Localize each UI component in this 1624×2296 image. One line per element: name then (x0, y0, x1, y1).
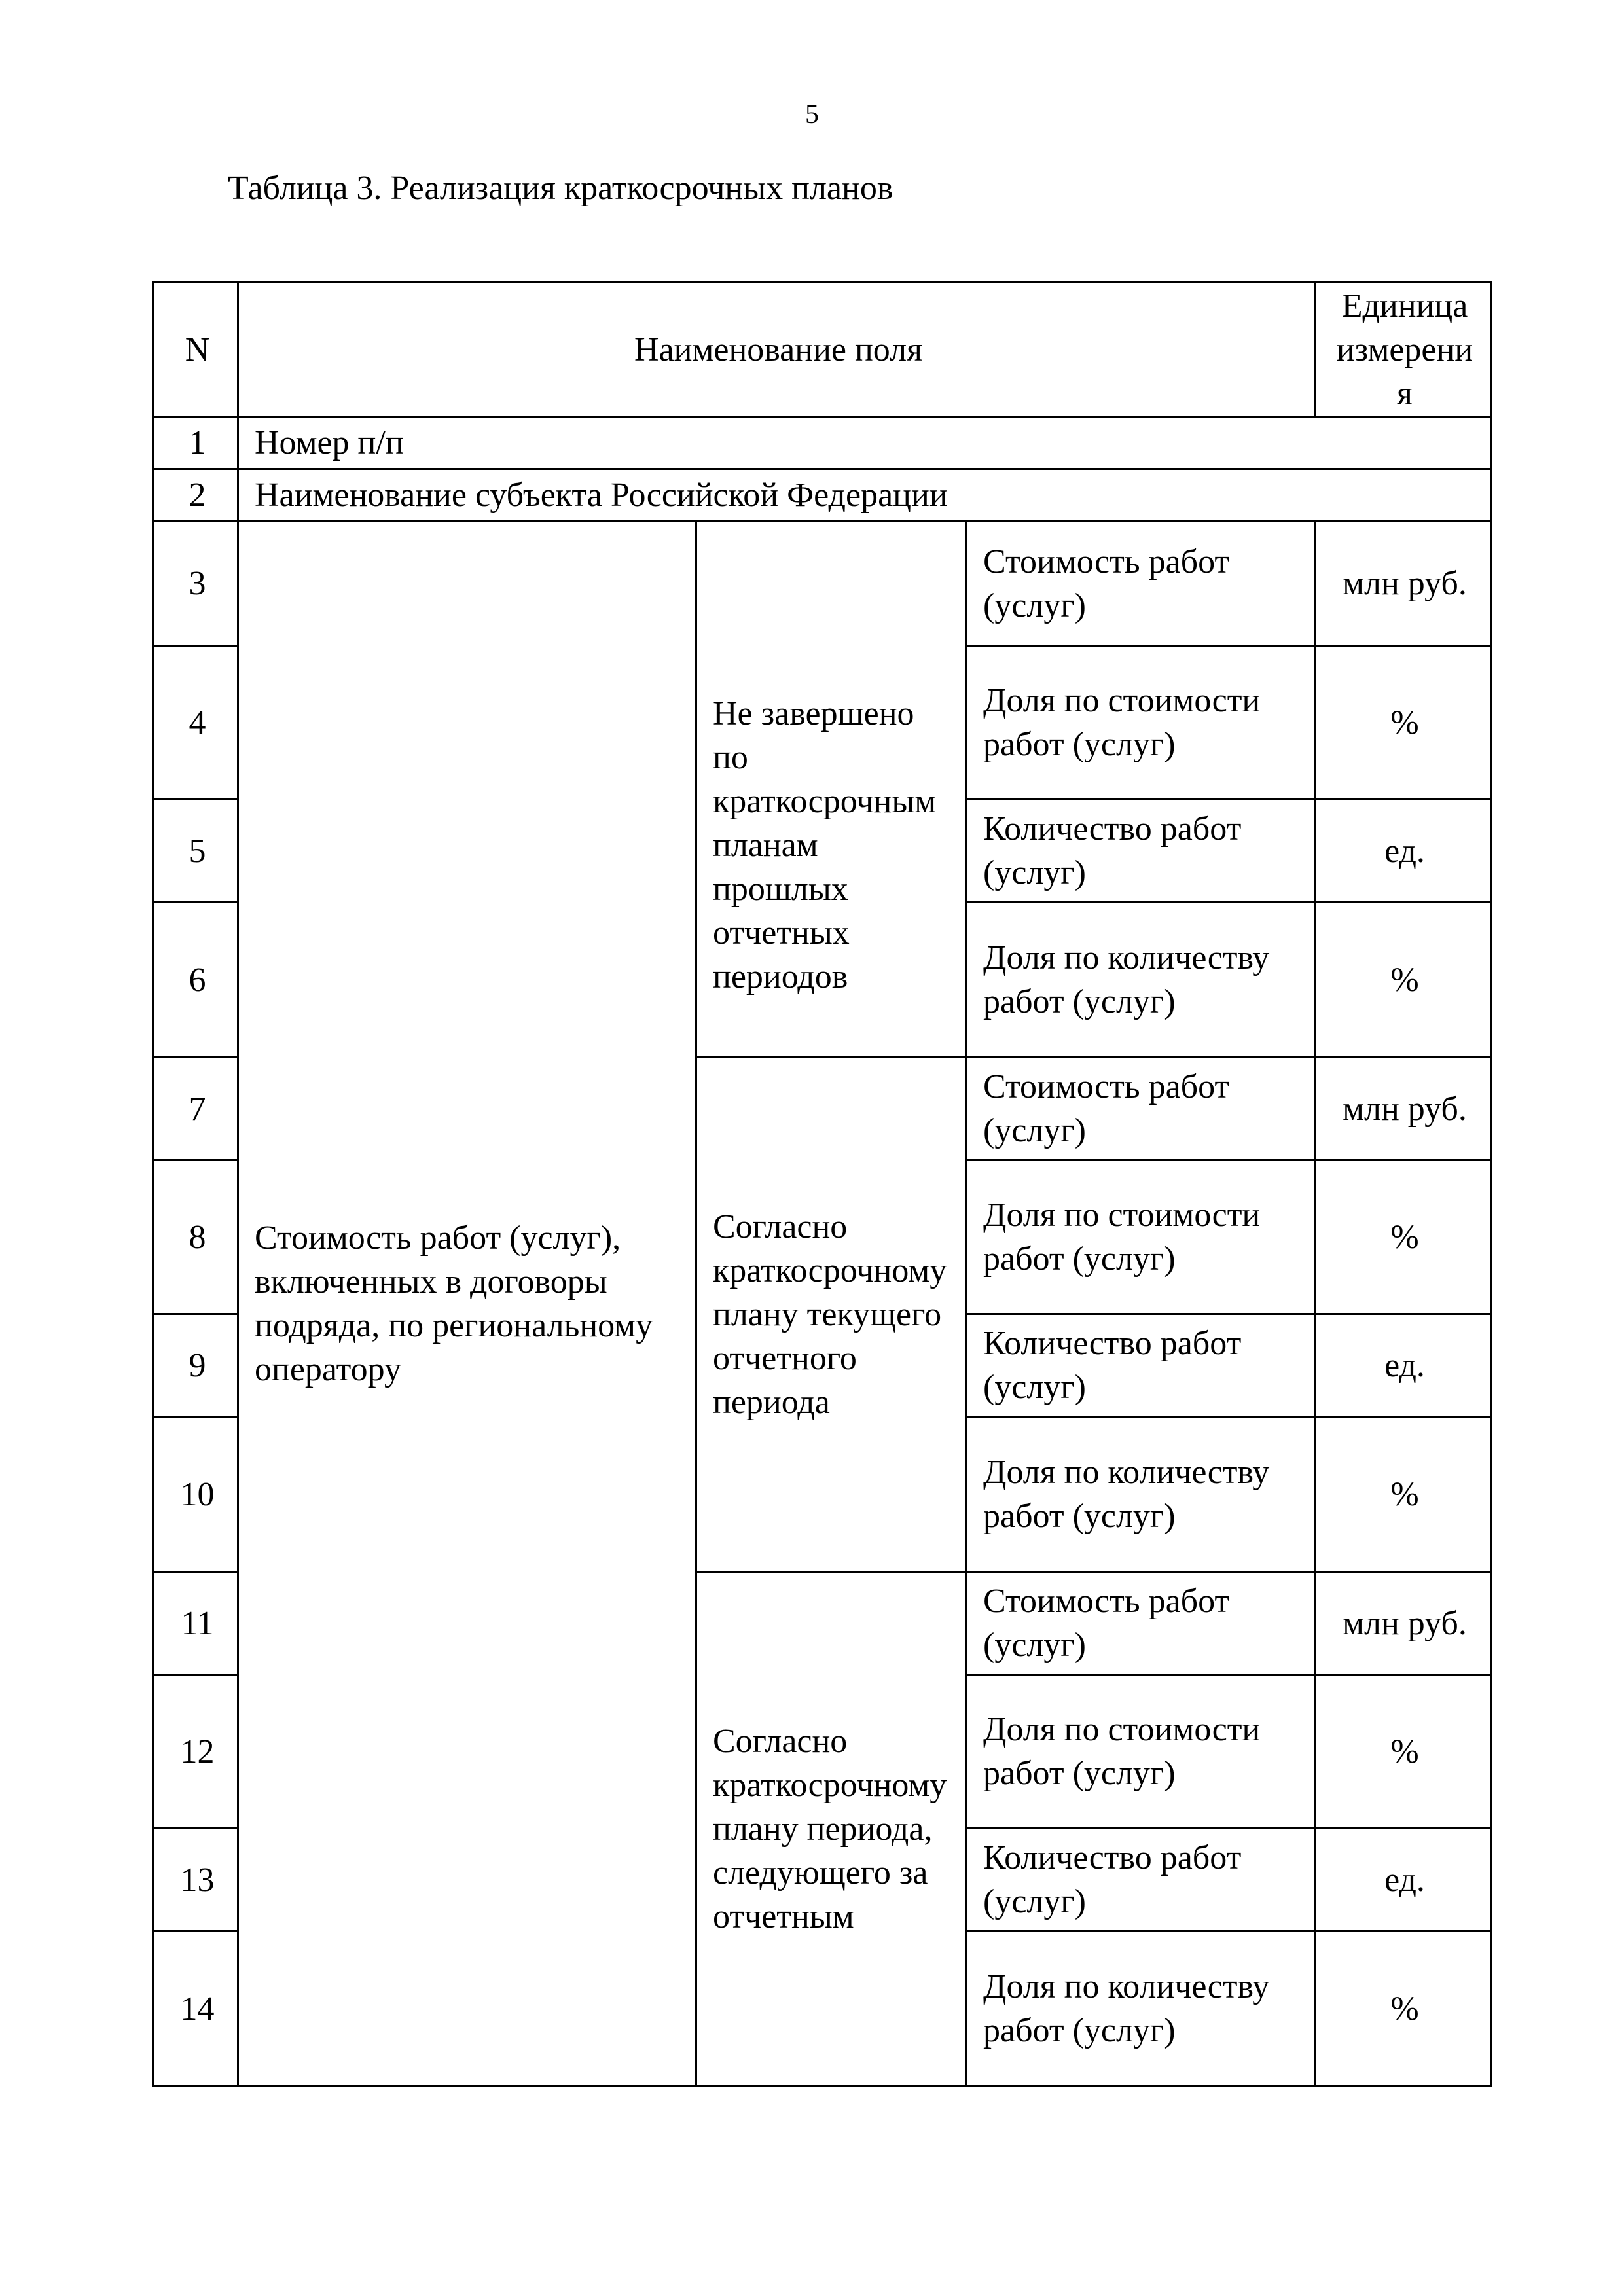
row-number: 3 (153, 522, 238, 646)
unit-cell: ед. (1315, 800, 1491, 903)
row-field-text: Номер п/п (238, 417, 1491, 469)
unit-cell: млн руб. (1315, 1058, 1491, 1160)
unit-cell: % (1315, 1675, 1491, 1829)
group-label: Не завершено по краткосрочным планам прошлых отчетных периодов (696, 522, 967, 1058)
row-number: 7 (153, 1058, 238, 1160)
unit-cell: % (1315, 903, 1491, 1058)
group-label: Согласно краткосрочному плану периода, следующего за отчетным (696, 1572, 967, 2087)
row-number: 1 (153, 417, 238, 469)
header-field-name: Наименование поля (238, 283, 1315, 417)
row-number: 4 (153, 646, 238, 800)
sub-field: Доля по количеству работ (услуг) (967, 1417, 1315, 1572)
unit-cell: % (1315, 1417, 1491, 1572)
unit-cell: млн руб. (1315, 1572, 1491, 1675)
unit-cell: ед. (1315, 1314, 1491, 1417)
row-field-text: Наименование субъекта Российской Федерации (238, 469, 1491, 522)
sub-field: Доля по количеству работ (услуг) (967, 1931, 1315, 2087)
sub-field: Доля по стоимости работ (услуг) (967, 1675, 1315, 1829)
row-number: 9 (153, 1314, 238, 1417)
sub-field: Доля по стоимости работ (услуг) (967, 646, 1315, 800)
unit-cell: ед. (1315, 1829, 1491, 1931)
sub-field: Доля по количеству работ (услуг) (967, 903, 1315, 1058)
unit-cell: % (1315, 646, 1491, 800)
sub-field: Стоимость работ (услуг) (967, 522, 1315, 646)
group-label: Согласно краткосрочному плану текущего отчетного периода (696, 1058, 967, 1572)
header-unit: Единица измерения (1315, 283, 1491, 417)
row-number: 12 (153, 1675, 238, 1829)
short-term-plans-table (152, 281, 1492, 2087)
unit-cell: млн руб. (1315, 522, 1491, 646)
page-number: 5 (805, 99, 819, 130)
sub-field: Стоимость работ (услуг) (967, 1572, 1315, 1675)
header-num: N (153, 283, 238, 417)
row-number: 5 (153, 800, 238, 903)
row-number: 11 (153, 1572, 238, 1675)
sub-field: Стоимость работ (услуг) (967, 1058, 1315, 1160)
table-row (153, 417, 1491, 469)
row-number: 10 (153, 1417, 238, 1572)
row-number: 13 (153, 1829, 238, 1931)
row-number: 6 (153, 903, 238, 1058)
row-number: 14 (153, 1931, 238, 2087)
unit-cell: % (1315, 1931, 1491, 2087)
sub-field: Доля по стоимости работ (услуг) (967, 1160, 1315, 1314)
row-number: 2 (153, 469, 238, 522)
sub-field: Количество работ (услуг) (967, 1829, 1315, 1931)
row-number: 8 (153, 1160, 238, 1314)
sub-field: Количество работ (услуг) (967, 800, 1315, 903)
table-row (153, 469, 1491, 522)
table-row (153, 522, 1491, 646)
sub-field: Количество работ (услуг) (967, 1314, 1315, 1417)
table-header-row (153, 283, 1491, 417)
main-field-label: Стоимость работ (услуг), включенных в договоры подряда, по региональному оператору (238, 522, 696, 2087)
table-caption: Таблица 3. Реализация краткосрочных планов (228, 170, 893, 207)
unit-cell: % (1315, 1160, 1491, 1314)
